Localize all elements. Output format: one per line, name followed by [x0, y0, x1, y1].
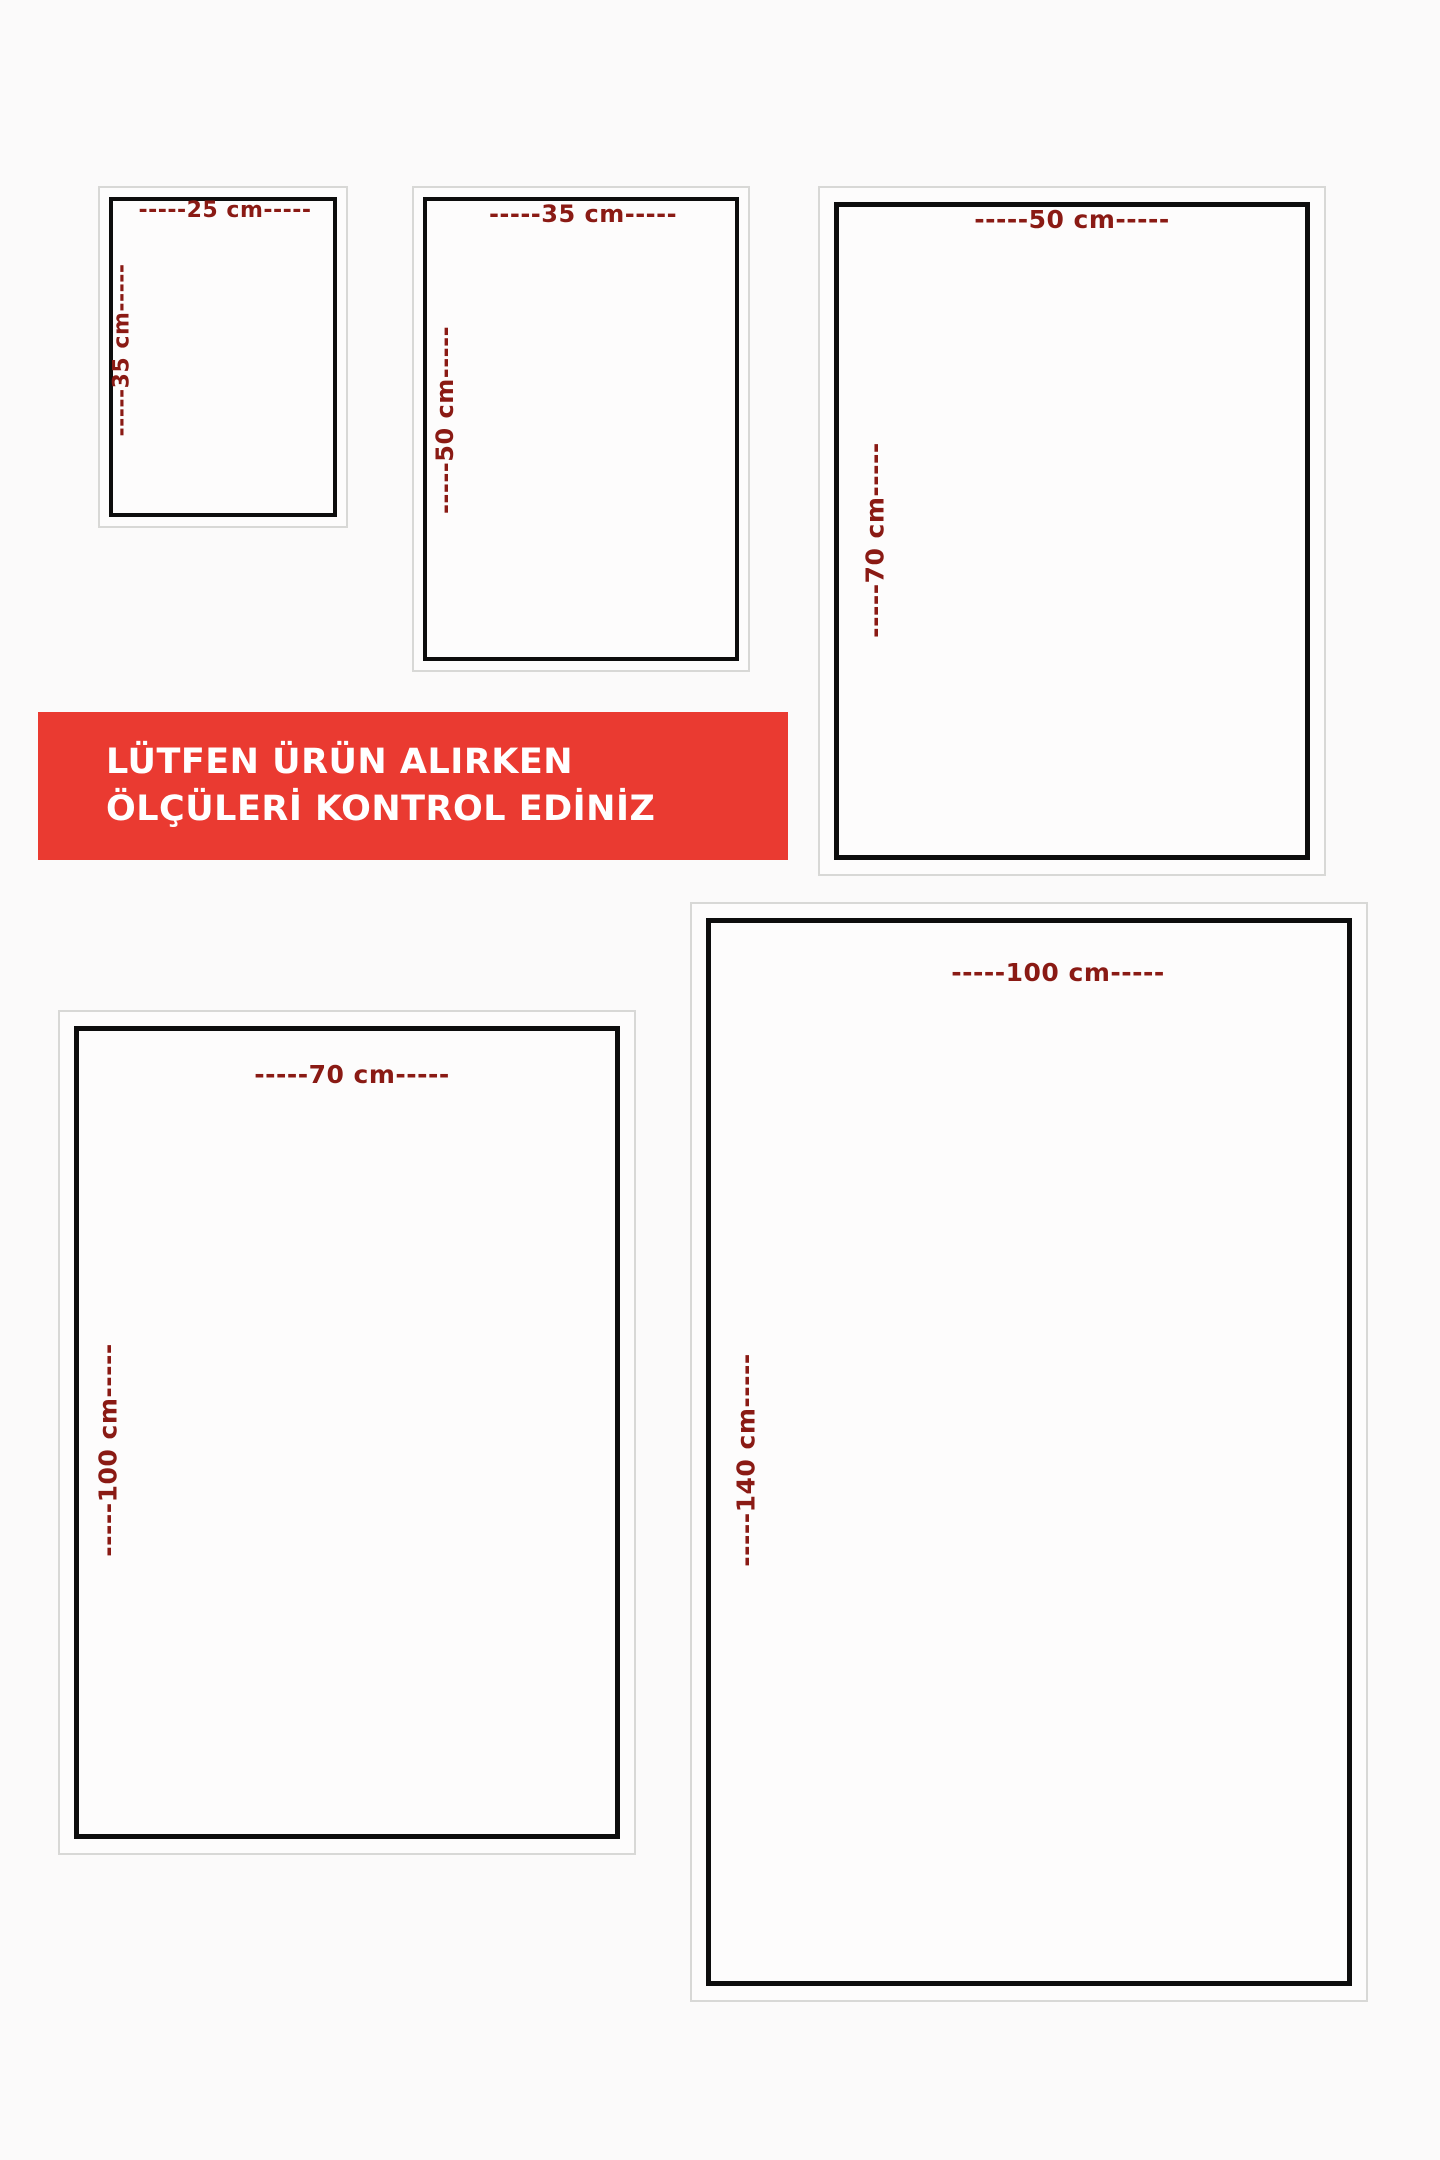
frame-70x100-height-label-wrap [80, 1300, 136, 1600]
frame-70x100-height-label: -----100 cm----- [93, 1343, 123, 1557]
frame-50x70-inner [834, 202, 1310, 860]
frame-50x70-height-label-wrap [848, 400, 902, 680]
frame-25x35-height-label: -----35 cm----- [109, 263, 135, 437]
frame-70x100 [58, 1010, 636, 1855]
frame-100x140-height-label: -----140 cm----- [731, 1353, 761, 1567]
frame-25x35-height-label-wrap [100, 250, 144, 450]
size-check-notice [38, 712, 788, 860]
frame-70x100-inner [74, 1026, 620, 1839]
frame-100x140-width-label: -----100 cm----- [951, 958, 1165, 987]
notice-line-1: LÜTFEN ÜRÜN ALIRKEN [106, 741, 574, 782]
notice-line-2: ÖLÇÜLERİ KONTROL EDİNİZ [106, 789, 656, 829]
frame-25x35-width-label: -----25 cm----- [138, 198, 312, 223]
frame-35x50-inner [423, 197, 739, 661]
frame-100x140-height-label-wrap [718, 1300, 774, 1620]
frame-35x50-width-label: -----35 cm----- [488, 200, 678, 228]
frame-100x140 [690, 902, 1368, 2002]
frame-35x50-height-label-wrap [420, 290, 470, 550]
frame-100x140-inner [706, 918, 1352, 1986]
frame-50x70-width-label: -----50 cm----- [974, 205, 1170, 234]
frame-70x100-width-label: -----70 cm----- [254, 1060, 450, 1089]
frame-35x50-height-label: -----50 cm----- [431, 325, 459, 515]
frame-50x70-height-label: -----70 cm----- [860, 442, 890, 638]
